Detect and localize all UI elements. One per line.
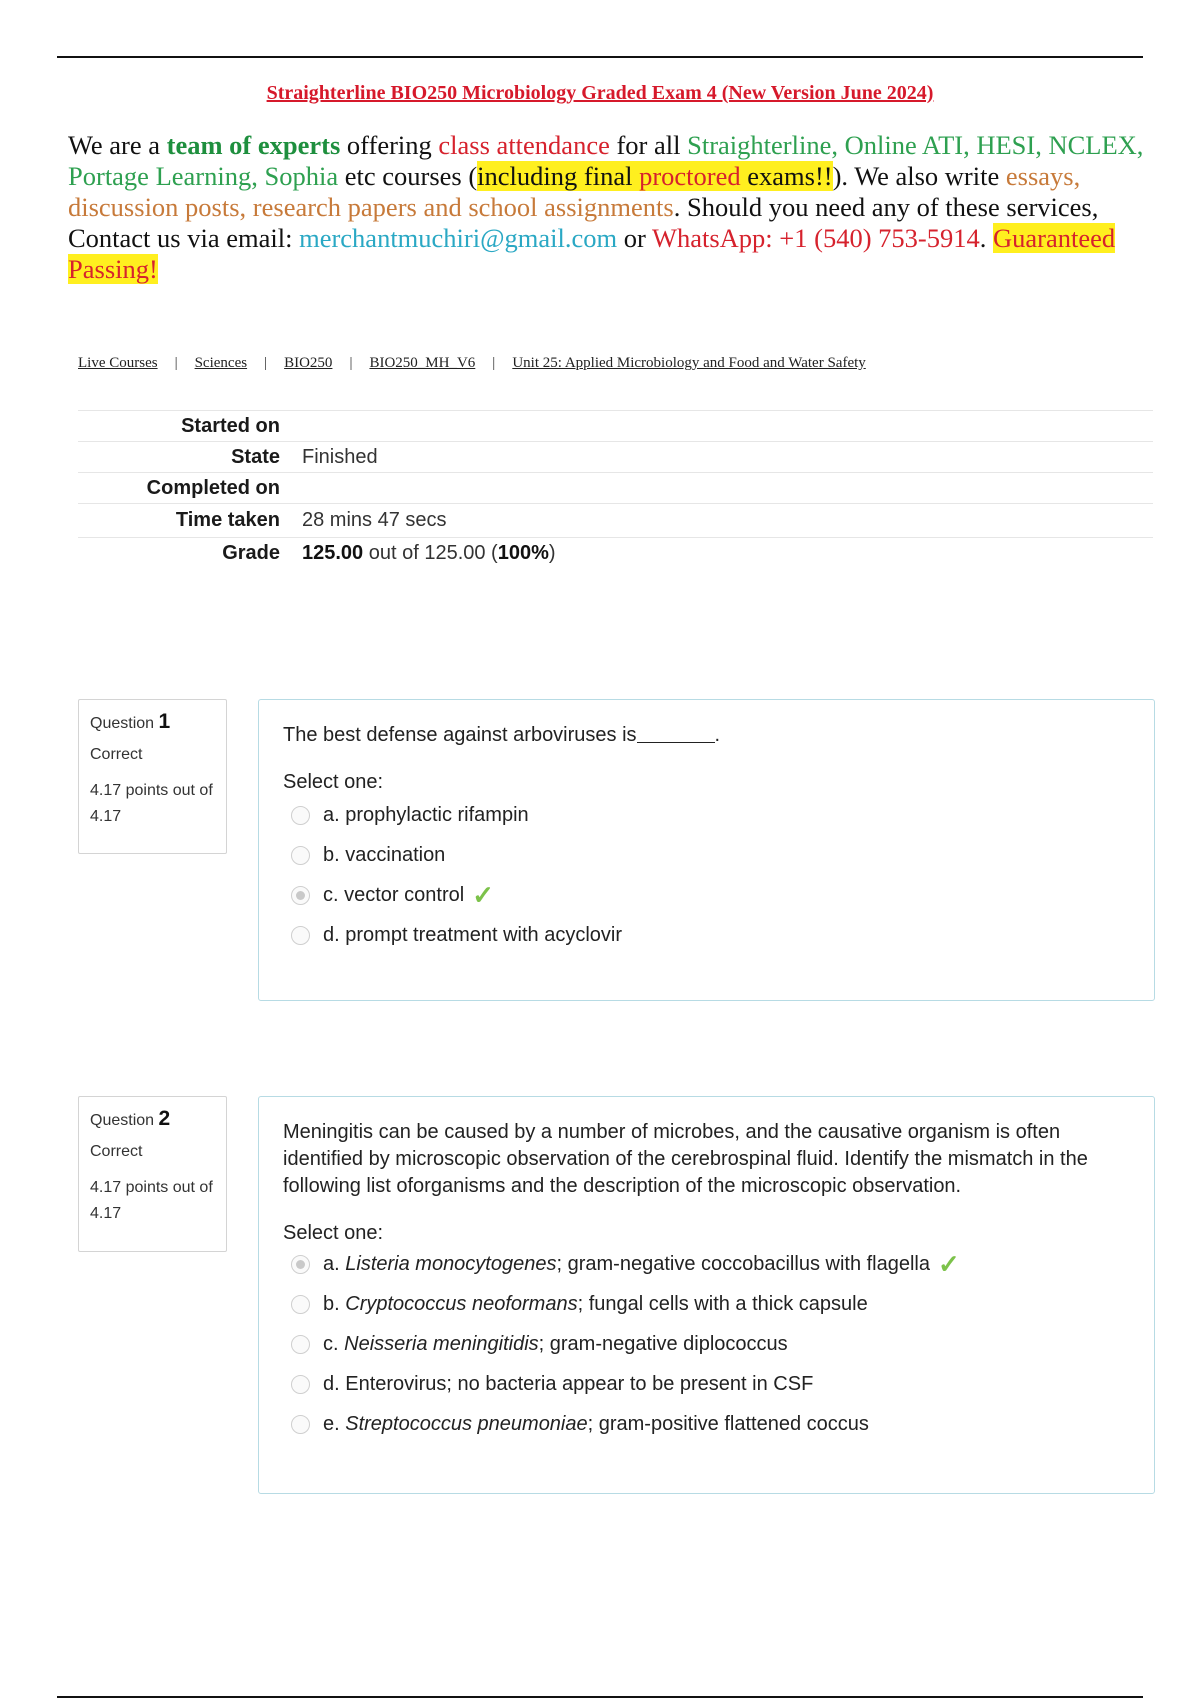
question-1-option-b[interactable] <box>283 840 1130 870</box>
breadcrumb-unit[interactable]: Unit 25: Applied Microbiology and Food and Water Safety <box>512 355 866 371</box>
summary-row-grade <box>78 537 1153 568</box>
option-letter: d. <box>323 923 340 946</box>
promo-text: . <box>979 223 993 253</box>
radio-button[interactable] <box>291 1335 310 1354</box>
option-text: prompt treatment with acyclovir <box>345 923 623 946</box>
top-rule <box>57 56 1143 58</box>
breadcrumb-separator: | <box>174 355 178 371</box>
promo-whatsapp: WhatsApp: +1 (540) 753-5914 <box>651 223 980 253</box>
radio-button[interactable] <box>291 1375 310 1394</box>
question-2-box <box>258 1096 1155 1494</box>
question-2-points: 4.17 points out of 4.17 <box>90 1179 213 1222</box>
grade-mid: out of 125.00 ( <box>363 541 498 564</box>
document-title: Straighterline BIO250 Microbiology Graded Exam 4 (New Version June 2024) <box>266 82 934 104</box>
grade-percent: 100% <box>497 541 549 564</box>
option-text: ; gram-positive flattened coccus <box>587 1412 869 1435</box>
option-letter: e. <box>323 1412 340 1435</box>
promo-guarantee: Guaranteed Passing! <box>68 223 1116 284</box>
promo-text: for all <box>609 130 688 160</box>
summary-row-state <box>78 441 1153 472</box>
promo-courses: Straighterline, Online ATI, HESI, NCLEX, Portage Learning, Sophia <box>68 130 1144 191</box>
radio-button[interactable] <box>291 1415 310 1434</box>
grade-score: 125.00 <box>302 541 364 564</box>
option-text: vaccination <box>345 843 446 866</box>
question-label: Question <box>90 715 155 732</box>
option-species: Listeria monocytogenes <box>345 1252 557 1275</box>
question-1-state: Correct <box>90 746 143 763</box>
radio-button-selected[interactable] <box>291 886 310 905</box>
question-2-state: Correct <box>90 1143 143 1160</box>
option-letter: a. <box>323 803 340 826</box>
breadcrumb-section[interactable]: BIO250_MH_V6 <box>369 355 476 371</box>
question-1-box <box>258 699 1155 1001</box>
option-letter: d. <box>323 1372 340 1395</box>
question-label: Question <box>90 1112 155 1129</box>
promo-text: etc courses ( <box>338 161 478 191</box>
grade-label: Grade <box>222 541 280 564</box>
option-letter: c. <box>323 883 339 906</box>
option-text: ; gram-negative coccobacillus with flagella <box>556 1252 930 1275</box>
breadcrumb <box>78 355 866 372</box>
promo-class-attendance: class attendance <box>438 130 610 160</box>
breadcrumb-course[interactable]: BIO250 <box>284 355 333 371</box>
promo-team: team of experts <box>166 130 341 160</box>
question-1-points: 4.17 points out of 4.17 <box>90 782 213 825</box>
breadcrumb-sciences[interactable]: Sciences <box>194 355 248 371</box>
question-1-prompt: Select one: <box>283 771 384 793</box>
question-2-number <box>90 1107 215 1131</box>
promo-text: or <box>617 223 652 253</box>
question-2-prompt: Select one: <box>283 1222 384 1244</box>
question-2-info <box>78 1096 227 1252</box>
question-1-text-before: The best defense against arboviruses is <box>283 724 637 746</box>
grade-value <box>302 542 556 565</box>
promo-services: essays, discussion posts, research papers and school assignments <box>68 161 1081 222</box>
bottom-rule <box>57 1696 1143 1698</box>
promo-text: offering <box>340 130 439 160</box>
promo-exams: exams!! <box>740 161 833 191</box>
option-text: prophylactic rifampin <box>345 803 529 826</box>
question-1-number <box>90 710 215 734</box>
started-label: Started on <box>181 414 280 437</box>
radio-button[interactable] <box>291 926 310 945</box>
promo-text: ). We also write <box>832 161 1006 191</box>
check-mark-icon: ✓ <box>938 1249 960 1279</box>
promo-text: We are a <box>68 130 167 160</box>
option-letter: b. <box>323 843 340 866</box>
option-species: Neisseria meningitidis <box>344 1332 539 1355</box>
breadcrumb-separator: | <box>264 355 268 371</box>
option-text: vector control <box>344 883 465 906</box>
grade-end: ) <box>548 541 556 564</box>
question-1-option-d[interactable] <box>283 920 1130 950</box>
state-label: State <box>231 445 280 468</box>
radio-button[interactable] <box>291 846 310 865</box>
question-number: 1 <box>158 710 171 733</box>
question-1-option-c[interactable] <box>283 880 1130 910</box>
promo-including: including final <box>477 161 640 191</box>
question-2-text: Meningitis can be caused by a number of microbes, and the causative organism is often identified by microscopic observation of the cerebrospinal fluid. Identify the mismatch in the following list oforganisms and the description of the microscopic observation. <box>283 1121 1088 1197</box>
question-2-option-a[interactable] <box>283 1249 1130 1279</box>
option-species: Cryptococcus neoformans <box>345 1292 578 1315</box>
question-2-option-b[interactable] <box>283 1289 1130 1319</box>
check-mark-icon: ✓ <box>472 880 494 910</box>
question-1-info <box>78 699 227 854</box>
summary-row-time <box>78 503 1153 537</box>
state-value: Finished <box>302 445 378 468</box>
question-2-option-d[interactable] <box>283 1369 1130 1399</box>
radio-button[interactable] <box>291 806 310 825</box>
option-letter: a. <box>323 1252 340 1275</box>
answer-blank <box>637 723 715 743</box>
option-letter: c. <box>323 1332 339 1355</box>
option-letter: b. <box>323 1292 340 1315</box>
question-1-text <box>283 722 1130 749</box>
question-1-option-a[interactable] <box>283 800 1130 830</box>
option-text: Enterovirus; no bacteria appear to be present in CSF <box>345 1372 814 1395</box>
option-text: ; fungal cells with a thick capsule <box>577 1292 868 1315</box>
completed-label: Completed on <box>146 476 280 499</box>
option-text: ; gram-negative diplococcus <box>538 1332 788 1355</box>
radio-button-selected[interactable] <box>291 1255 310 1274</box>
question-2-option-c[interactable] <box>283 1329 1130 1359</box>
question-2-option-e[interactable] <box>283 1409 1130 1439</box>
promo-email-link[interactable]: merchantmuchiri@gmail.com <box>299 223 618 253</box>
promo-text: . Should you need any of these services, Contact us via email: <box>68 192 1099 253</box>
promo-proctored: proctored <box>639 161 741 191</box>
time-value: 28 mins 47 secs <box>302 509 447 531</box>
radio-button[interactable] <box>291 1295 310 1314</box>
time-label: Time taken <box>175 509 280 531</box>
breadcrumb-separator: | <box>492 355 496 371</box>
question-1-text-after: . <box>714 724 721 746</box>
summary-row-completed <box>78 472 1153 503</box>
attempt-summary-table <box>78 410 1153 568</box>
breadcrumb-live-courses[interactable]: Live Courses <box>78 355 158 371</box>
question-number: 2 <box>158 1107 171 1130</box>
promo-paragraph <box>68 130 1158 285</box>
breadcrumb-separator: | <box>349 355 353 371</box>
summary-row-started <box>78 410 1153 441</box>
option-species: Streptococcus pneumoniae <box>345 1412 588 1435</box>
